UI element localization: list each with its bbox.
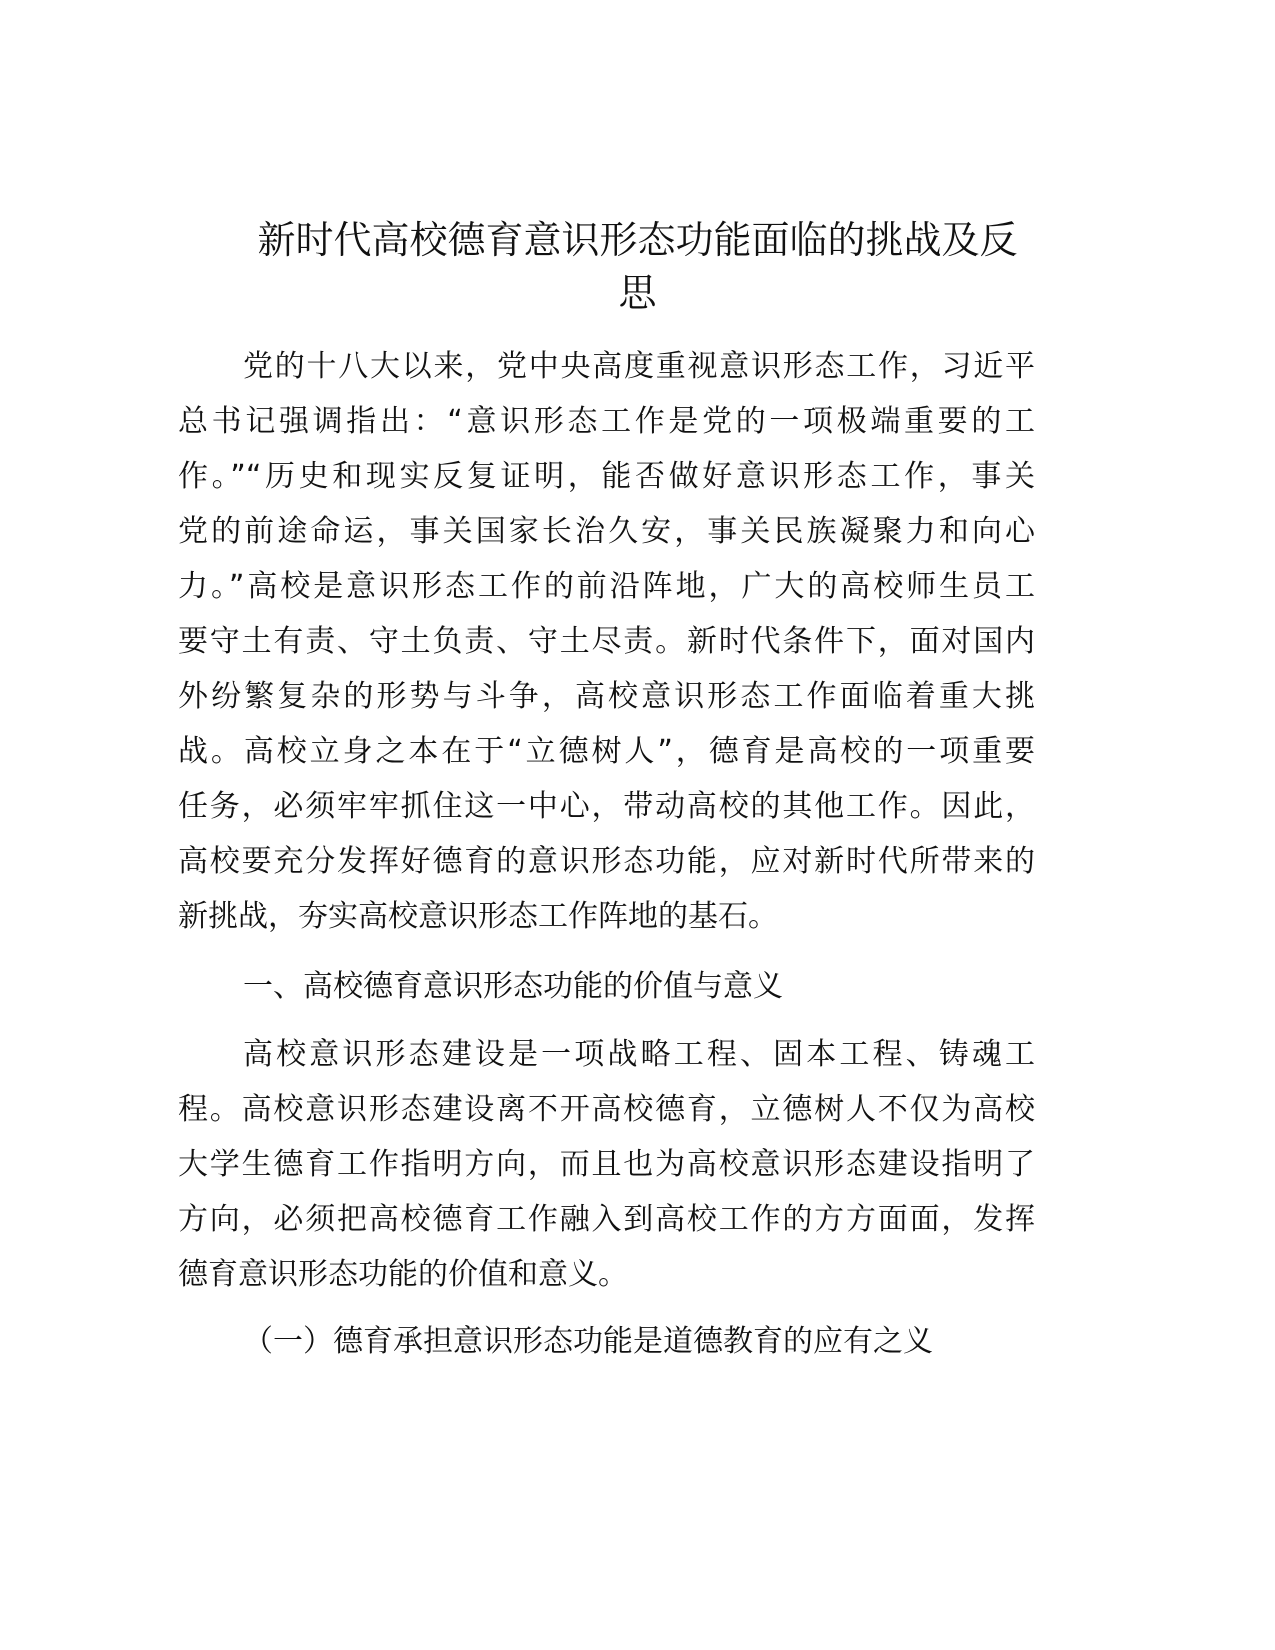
text-line: 新挑战，夯实高校意识形态工作阵地的基石。 <box>178 899 778 934</box>
section-heading-1-1: （一）德育承担意识形态功能是道德教育的应有之义 <box>243 1324 933 1359</box>
text-line: 程。高校意识形态建设离不开高校德育，立德树人不仅为高校 <box>178 1092 1035 1127</box>
text-line: 外纷繁复杂的形势与斗争，高校意识形态工作面临着重大挑 <box>178 679 1035 714</box>
section-heading-1: 一、高校德育意识形态功能的价值与意义 <box>243 969 783 1004</box>
document-title-line-2: 思 <box>618 271 657 315</box>
text-line: 党的前途命运，事关国家长治久安，事关民族凝聚力和向心 <box>178 514 1035 549</box>
text-line: 高校要充分发挥好德育的意识形态功能，应对新时代所带来的 <box>178 844 1035 879</box>
document-title-line-1: 新时代高校德育意识形态功能面临的挑战及反 <box>257 218 1018 262</box>
text-line: 总书记强调指出：“意识形态工作是党的一项极端重要的工 <box>178 404 1035 439</box>
text-line: 党的十八大以来，党中央高度重视意识形态工作，习近平 <box>243 349 1035 384</box>
text-line: 力。”高校是意识形态工作的前沿阵地，广大的高校师生员工 <box>178 569 1035 604</box>
text-line: 德育意识形态功能的价值和意义。 <box>178 1257 628 1292</box>
text-line: 大学生德育工作指明方向，而且也为高校意识形态建设指明了 <box>178 1147 1035 1182</box>
text-line: 任务，必须牢牢抓住这一中心，带动高校的其他工作。因此， <box>178 789 1035 824</box>
text-line: 作。”“历史和现实反复证明，能否做好意识形态工作，事关 <box>178 459 1035 494</box>
text-line: 要守土有责、守土负责、守土尽责。新时代条件下，面对国内 <box>178 624 1035 659</box>
text-line: 高校意识形态建设是一项战略工程、固本工程、铸魂工 <box>243 1037 1035 1072</box>
text-line: 方向，必须把高校德育工作融入到高校工作的方方面面，发挥 <box>178 1202 1035 1237</box>
text-line: 战。高校立身之本在于“立德树人”，德育是高校的一项重要 <box>178 734 1035 769</box>
